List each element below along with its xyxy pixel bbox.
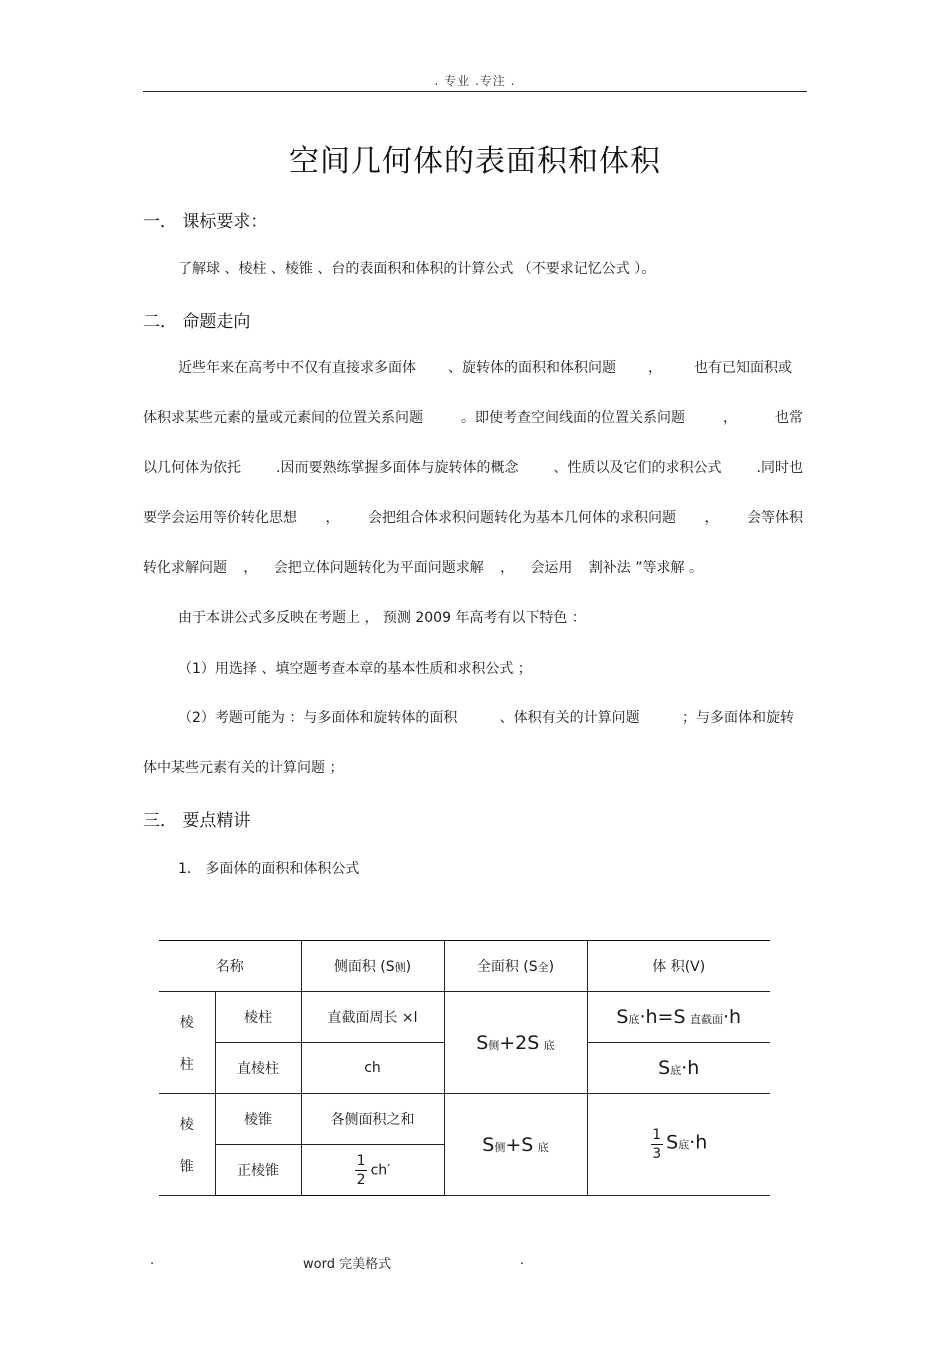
header-full: 全面积 (S全) bbox=[444, 941, 587, 992]
pyramid-name: 棱锥 bbox=[215, 1094, 301, 1145]
forecast-item-2-cont: 体中某些元素有关的计算问题 ； bbox=[143, 760, 344, 776]
fraction-one-half: $\frac{1}{2}$ bbox=[356, 1152, 366, 1188]
right-prism-name: 直棱柱 bbox=[215, 1043, 301, 1094]
pyramid-lateral: 各侧面积之和 bbox=[301, 1094, 444, 1145]
page-header: . 专业 .专注 . bbox=[434, 74, 516, 88]
section1-text: 了解球 、棱柱 、棱锥 、台的表面积和体积的计算公式 （不要求记忆公式 ）。 bbox=[178, 261, 656, 277]
forecast-text: 由于本讲公式多反映在考题上 ， 预测 2009 年高考有以下特色 ： bbox=[178, 610, 586, 626]
prism-lateral: 直截面周长 ×l bbox=[301, 992, 444, 1043]
paragraph-line-2: 体积求某些元素的量或元素间的位置关系问题 。即使考查空间线面的位置关系问题 ， 也常 bbox=[143, 410, 803, 426]
header-name: 名称 bbox=[159, 941, 301, 992]
table-row bbox=[159, 1094, 770, 1145]
right-prism-lateral: ch bbox=[301, 1043, 444, 1094]
footer-right: . bbox=[520, 1253, 525, 1268]
regular-pyramid-lateral: $\frac{1}{2}$ ch′ bbox=[301, 1145, 444, 1196]
subsection-heading: 1． 多面体的面积和体积公式 bbox=[178, 861, 360, 877]
prism-full-area: S侧+2S 底 bbox=[444, 992, 587, 1094]
header-volume: 体 积(V) bbox=[587, 941, 770, 992]
paragraph-line-4: 要学会运用等价转化思想 ， 会把组合体求积问题转化为基本几何体的求积问题 ， 会等体积 bbox=[143, 510, 803, 526]
section-heading-1: 一． 课标要求： bbox=[143, 212, 268, 232]
header-rule bbox=[143, 91, 807, 92]
footer-left: . bbox=[150, 1253, 155, 1268]
forecast-item-1: （1）用选择 、填空题考查本章的基本性质和求积公式 ； bbox=[178, 661, 532, 677]
forecast-item-2: （2）考题可能为 ：与多面体和旋转体的面积 、体积有关的计算问题 ；与多面体和旋转 bbox=[178, 710, 794, 726]
right-prism-volume: S底·h bbox=[587, 1043, 770, 1094]
paragraph-line-3: 以几何体为依托 .因而要熟练掌握多面体与旋转体的概念 、性质以及它们的求积公式 .同时也 bbox=[143, 460, 803, 476]
paragraph-line-1: 近些年来在高考中不仅有直接求多面体 、旋转体的面积和体积问题 ， 也有已知面积或 bbox=[178, 360, 792, 376]
paragraph-line-5: 转化求解问题 ， 会把立体问题转化为平面问题求解 ， 会运用 割补法 ”等求解 。 bbox=[143, 560, 703, 576]
pyramid-group-cell: 棱 锥 bbox=[159, 1094, 215, 1196]
page-title: 空间几何体的表面积和体积 bbox=[289, 144, 661, 179]
pyramid-full-area: S侧+S 底 bbox=[444, 1094, 587, 1196]
polyhedron-formula-table bbox=[159, 940, 770, 1196]
regular-pyramid-name: 正棱锥 bbox=[215, 1145, 301, 1196]
pyramid-volume: $\frac{1}{3}$ S底·h bbox=[587, 1094, 770, 1196]
table-row bbox=[159, 992, 770, 1043]
section-heading-2: 二． 命题走向 bbox=[143, 312, 251, 332]
header-lateral: 侧面积 (S侧) bbox=[301, 941, 444, 992]
section-heading-3: 三． 要点精讲 bbox=[143, 811, 251, 831]
footer-center: word 完美格式 bbox=[303, 1257, 392, 1272]
prism-volume: S底·h=S 直截面·h bbox=[587, 992, 770, 1043]
prism-group-cell: 棱 柱 bbox=[159, 992, 215, 1094]
fraction-one-third: $\frac{1}{3}$ bbox=[652, 1127, 662, 1162]
prism-name: 棱柱 bbox=[215, 992, 301, 1043]
table-header-row bbox=[159, 941, 770, 992]
